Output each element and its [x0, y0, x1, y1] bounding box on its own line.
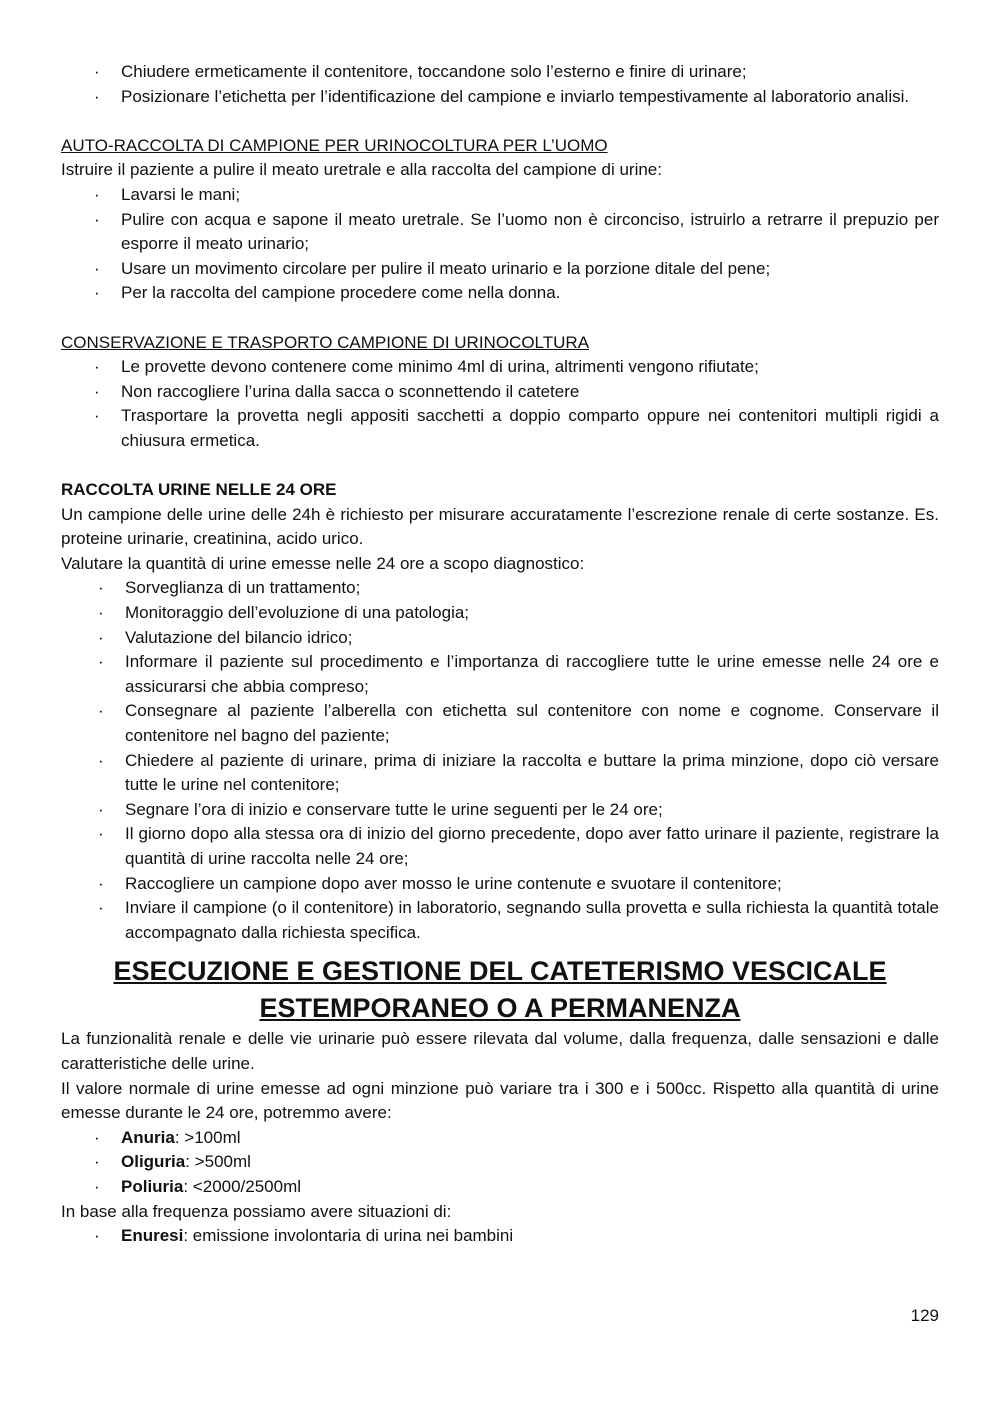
list-item: · Inviare il campione (o il contenitore) in laboratorio, segnando sulla provetta e sulla richiesta la quantità totale accompagnato dalla richiesta specifica. [61, 896, 939, 945]
paragraph-cat-1: La funzionalità renale e delle vie urinarie può essere rilevata dal volume, dalla frequenza, dalle sensazioni e dalle caratteristiche delle urine. [61, 1029, 939, 1073]
term-desc: : >500ml [185, 1152, 251, 1172]
document-page [61, 60, 939, 1249]
paragraph-cat-3: In base alla frequenza possiamo avere situazioni di: [61, 1201, 452, 1221]
paragraph-24h-2: Valutare la quantità di urine emesse nelle 24 ore a scopo diagnostico: [61, 553, 585, 573]
list-item [61, 1175, 939, 1200]
term: Poliuria [121, 1176, 184, 1196]
raccolta-24h-list [61, 576, 939, 945]
section-intro-auto: Istruire il paziente a pulire il meato uretrale e alla raccolta del campione di urine: [61, 160, 662, 180]
section-heading-conservazione: CONSERVAZIONE E TRASPORTO CAMPIONE DI URINOCOLTURA [61, 332, 590, 352]
section-heading-24h: RACCOLTA URINE NELLE 24 ORE [61, 480, 337, 500]
list-item: · Raccogliere un campione dopo aver mosso le urine contenute e svuotare il contenitore; [61, 872, 939, 897]
term: Anuria [121, 1127, 175, 1147]
list-item: · Consegnare al paziente l’alberella con etichetta sul contenitore con nome e cognome. Conservare il contenitore nel bagno del paziente; [61, 699, 939, 748]
list-item [61, 1150, 939, 1175]
chapter-title-line-2: ESTEMPORANEO O A PERMANENZA [259, 993, 741, 1024]
list-item: · Sorveglianza di un trattamento; [61, 576, 939, 601]
list-item: · Il giorno dopo alla stessa ora di inizio del giorno precedente, dopo aver fatto urinare il paziente, registrare la quantità di urine raccolta nelle 24 ore; [61, 822, 939, 871]
paragraph-cat-2: Il valore normale di urine emesse ad ogni minzione può variare tra i 300 e i 500cc. Rispetto alla quantità di urine emesse durante le 24 ore, potremmo avere: [61, 1078, 939, 1123]
list-item: · Usare un movimento circolare per pulire il meato urinario e la porzione ditale del pene; [61, 257, 939, 282]
list-item: · Monitoraggio dell’evoluzione di una patologia; [61, 601, 939, 626]
paragraph-24h-1: Un campione delle urine delle 24h è richiesto per misurare accuratamente l’escrezione renale di certe sostanze. Es. proteine urinarie, creatinina, acido urico. [61, 504, 939, 549]
section-heading-auto: AUTO-RACCOLTA DI CAMPIONE PER URINOCOLTURA PER L’UOMO [61, 135, 608, 155]
list-item: · Pulire con acqua e sapone il meato uretrale. Se l’uomo non è circonciso, istruirlo a retrarre il prepuzio per esporre il meato urinario; [61, 208, 939, 257]
chapter-title-line-1: ESECUZIONE E GESTIONE DEL CATETERISMO VESCICALE [113, 956, 887, 987]
list-item: · Informare il paziente sul procedimento e l’importanza di raccogliere tutte le urine emesse nelle 24 ore e assicurarsi che abbia compreso; [61, 650, 939, 699]
term-desc: : emissione involontaria di urina nei bambini [183, 1226, 514, 1246]
top-list [61, 60, 939, 109]
page-number: 129 [910, 1306, 939, 1325]
list-item: · Trasportare la provetta negli appositi sacchetti a doppio comparto oppure nei contenitori multipli rigidi a chiusura ermetica. [61, 404, 939, 453]
list-item: · Valutazione del bilancio idrico; [61, 626, 939, 651]
conservazione-list [61, 355, 939, 453]
chapter-title [61, 953, 939, 1027]
list-item: · Le provette devono contenere come minimo 4ml di urina, altrimenti vengono rifiutate; [61, 355, 939, 380]
list-item [61, 1224, 939, 1249]
quantity-terms-list [61, 1126, 939, 1200]
list-item: · Per la raccolta del campione procedere come nella donna. [61, 281, 939, 306]
term-desc: : <2000/2500ml [183, 1176, 302, 1196]
auto-list [61, 183, 939, 306]
list-item: · Non raccogliere l’urina dalla sacca o sconnettendo il catetere [61, 380, 939, 405]
term: Oliguria [121, 1152, 186, 1172]
list-item: · Segnare l’ora di inizio e conservare tutte le urine seguenti per le 24 ore; [61, 798, 939, 823]
list-item: · Lavarsi le mani; [61, 183, 939, 208]
list-item: · Posizionare l’etichetta per l’identificazione del campione e inviarlo tempestivamente al laboratorio analisi. [61, 85, 939, 110]
list-item [61, 1126, 939, 1151]
frequency-terms-list [61, 1224, 939, 1249]
list-item: · Chiedere al paziente di urinare, prima di iniziare la raccolta e buttare la prima minzione, dopo ciò versare tutte le urine nel contenitore; [61, 749, 939, 798]
list-item: · Chiudere ermeticamente il contenitore, toccandone solo l’esterno e finire di urinare; [61, 60, 939, 85]
term-desc: : >100ml [174, 1127, 241, 1147]
term: Enuresi [121, 1226, 184, 1246]
